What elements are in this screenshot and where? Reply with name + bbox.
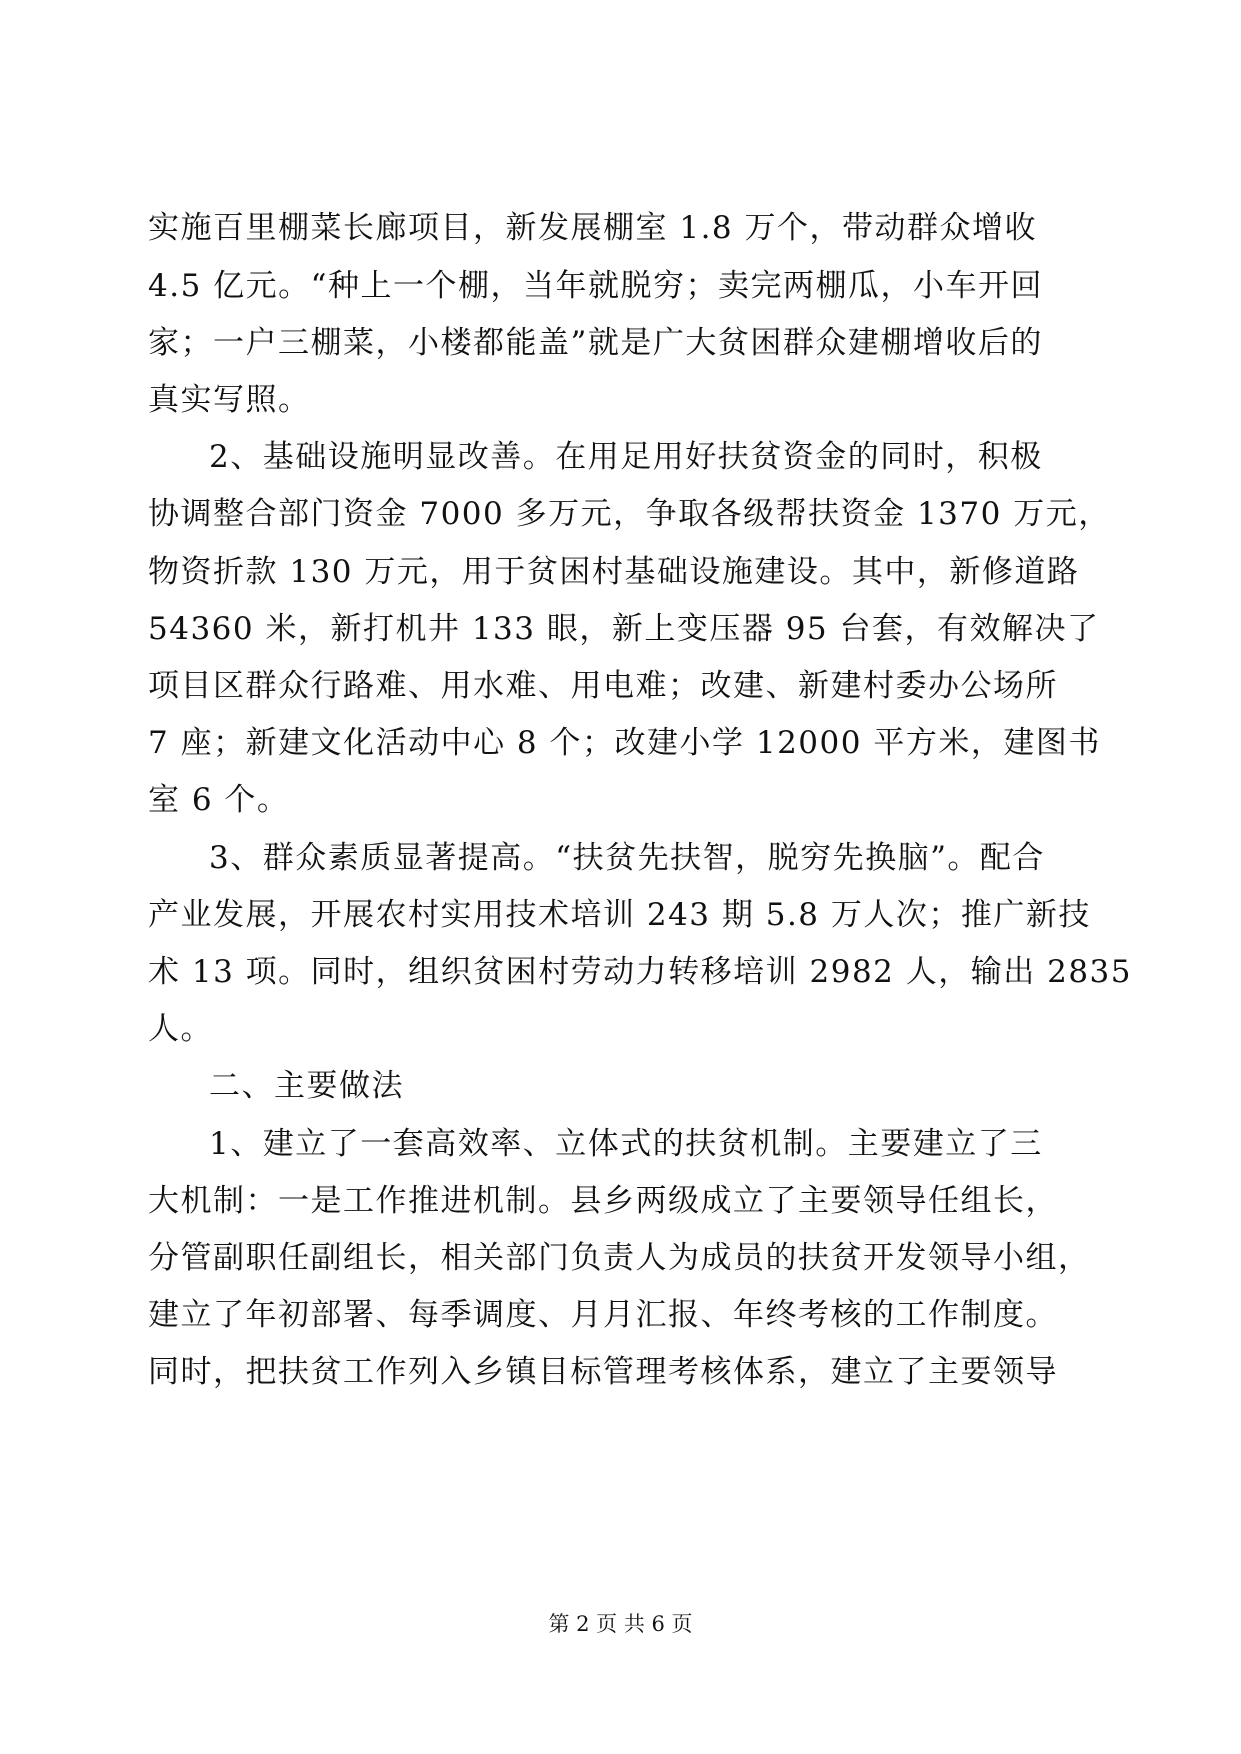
text-line-20: 建立了年初部署、每季调度、月月汇报、年终考核的工作制度。 [148,1297,1058,1333]
page-number-footer: 第 2 页 共 6 页 [548,1612,693,1636]
text-line-3: 家；一户三棚菜，小楼都能盖”就是广大贫困群众建棚增收后的 [148,325,1043,361]
text-line-8: 54360 米，新打机井 133 眼，新上变压器 95 台套，有效解决了 [148,611,1100,647]
section-heading: 二、主要做法 [209,1068,404,1104]
text-line-18: 大机制：一是工作推进机制。县乡两级成立了主要领导任组长， [148,1183,1058,1219]
text-line-10: 7 座；新建文化活动中心 8 个；改建小学 12000 平方米，建图书 [148,725,1101,761]
text-line-2: 4.5 亿元。“种上一个棚，当年就脱穷；卖完两棚瓜，小车开回 [148,268,1043,304]
text-line-21: 同时，把扶贫工作列入乡镇目标管理考核体系，建立了主要领导 [148,1354,1058,1390]
text-line-19: 分管副职任副组长，相关部门负责人为成员的扶贫开发领导小组， [148,1240,1091,1276]
text-line-13: 产业发展，开展农村实用技术培训 243 期 5.8 万人次；推广新技 [148,897,1091,933]
text-line-14: 术 13 项。同时，组织贫困村劳动力转移培训 2982 人，输出 2835 [148,954,1132,990]
text-line-7: 物资折款 130 万元，用于贫困村基础设施建设。其中，新修道路 [148,554,1080,590]
text-line-4: 真实写照。 [148,382,311,418]
text-line-11: 室 6 个。 [148,782,290,818]
text-line-9: 项目区群众行路难、用水难、用电难；改建、新建村委办公场所 [148,668,1058,704]
text-line-6: 协调整合部门资金 7000 多万元，争取各级帮扶资金 1370 万元， [148,496,1111,532]
paragraph-2-line-1: 2、基础设施明显改善。在用足用好扶贫资金的同时，积极 [209,439,1043,475]
text-line-15: 人。 [148,1011,213,1047]
text-line-1: 实施百里棚菜长廊项目，新发展棚室 1.8 万个，带动群众增收 [148,210,1038,246]
paragraph-4-line-1: 1、建立了一套高效率、立体式的扶贫机制。主要建立了三 [209,1126,1043,1162]
paragraph-3-line-1: 3、群众素质显著提高。“扶贫先扶智，脱穷先换脑”。配合 [209,840,1045,876]
